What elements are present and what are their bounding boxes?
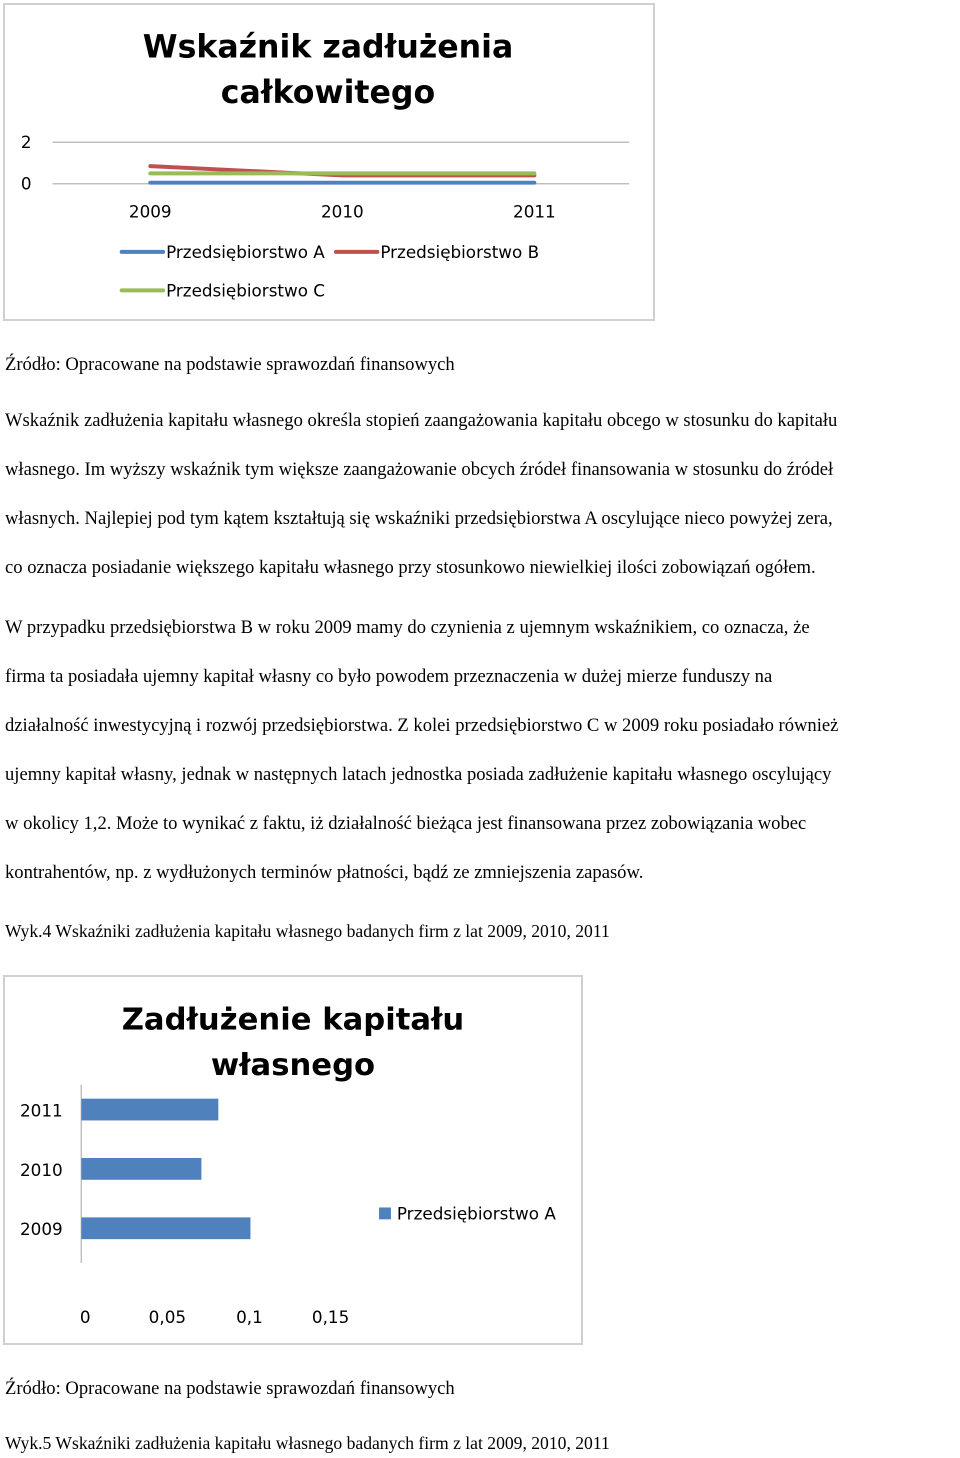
- y-tick-label: 2010: [19, 1159, 63, 1180]
- paragraph-line: kontrahentów, np. z wydłużonych terminów płatności, bądź ze zmniejszenia zapasów.: [5, 862, 644, 883]
- line-chart-svg: [5, 5, 653, 319]
- y-tick-label: 2009: [19, 1219, 63, 1240]
- y-tick-label: 2011: [19, 1100, 63, 1121]
- chart-bars: [81, 1099, 250, 1239]
- legend-swatch: [379, 1207, 391, 1219]
- x-tick-label: 0,05: [148, 1307, 187, 1328]
- bar-chart-svg: [5, 977, 581, 1343]
- chart-series-lines: [150, 166, 534, 183]
- line-chart-debt-ratio: [3, 3, 655, 321]
- chart-title-line-1: Zadłużenie kapitału: [121, 1002, 465, 1038]
- legend-label: Przedsiębiorstwo C: [166, 280, 326, 301]
- x-axis-tick-labels: [129, 201, 556, 221]
- x-tick-label: 0: [79, 1307, 91, 1328]
- paragraph-line: własnego. Im wyższy wskaźnik tym większe zaangażowanie obcych źródeł finansowania w stosunku do źródeł: [5, 459, 834, 480]
- bar-2009: [81, 1217, 250, 1239]
- x-tick-label: 2011: [513, 201, 556, 222]
- x-tick-label: 2009: [128, 201, 172, 222]
- chart-title-line-1: Wskaźnik zadłużenia: [142, 29, 514, 66]
- paragraph-line: W przypadku przedsiębiorstwa B w roku 2009 mamy do czynienia z ujemnym wskaźnikiem, co oznacza, że: [5, 617, 810, 638]
- paragraph-line: co oznacza posiadanie większego kapitału własnego przy stosunkowo niewielkiej ilości zobowiązań ogółem.: [5, 557, 816, 578]
- x-tick-label: 0,1: [236, 1307, 263, 1328]
- paragraph-line: Wskaźnik zadłużenia kapitału własnego określa stopień zaangażowania kapitału obcego w stosunku do kapitału: [5, 410, 838, 431]
- paragraph-line: firma ta posiadała ujemny kapitał własny co było powodem przeznaczenia w dużej mierze funduszy na: [5, 666, 773, 687]
- chart-title-line-2: całkowitego: [220, 74, 436, 111]
- chart-gridlines: [53, 142, 630, 183]
- x-axis-tick-labels: [80, 1307, 349, 1327]
- y-axis-tick-labels: [21, 132, 32, 193]
- y-tick-label: 0: [20, 173, 32, 194]
- source-note-1: Źródło: Opracowane na podstawie sprawozdań finansowych: [5, 354, 455, 375]
- chart-legend: [379, 1203, 556, 1223]
- source-note-2: Źródło: Opracowane na podstawie sprawozdań finansowych: [5, 1378, 455, 1399]
- figure-caption-5: Wyk.5 Wskaźniki zadłużenia kapitału własnego badanych firm z lat 2009, 2010, 2011: [5, 1433, 610, 1453]
- x-tick-label: 2010: [320, 201, 364, 222]
- legend-label: Przedsiębiorstwo A: [166, 241, 325, 262]
- y-axis-tick-labels: [20, 1100, 63, 1239]
- bar-chart-equity-debt: [3, 975, 583, 1345]
- legend-label: Przedsiębiorstwo A: [396, 1203, 556, 1224]
- paragraph-line: działalność inwestycyjną i rozwój przedsiębiorstwa. Z kolei przedsiębiorstwo C w 2009 roku posiadało również: [5, 715, 839, 736]
- chart-legend: [122, 242, 539, 301]
- figure-caption-4: Wyk.4 Wskaźniki zadłużenia kapitału własnego badanych firm z lat 2009, 2010, 2011: [5, 921, 610, 941]
- paragraph-line: ujemny kapitał własny, jednak w następnych latach jednostka posiada zadłużenie kapitału własnego oscylujący: [5, 764, 832, 785]
- paragraph-line: własnych. Najlepiej pod tym kątem kształtują się wskaźniki przedsiębiorstwa A oscylujące nieco powyżej zera,: [5, 508, 833, 529]
- y-tick-label: 2: [20, 132, 32, 153]
- x-tick-label: 0,15: [311, 1307, 350, 1328]
- chart-title-line-2: własnego: [210, 1047, 376, 1083]
- paragraph-line: w okolicy 1,2. Może to wynikać z faktu, iż działalność bieżąca jest finansowana przez zobowiązania wobec: [5, 813, 807, 834]
- legend-label: Przedsiębiorstwo B: [380, 241, 540, 262]
- bar-2011: [81, 1099, 218, 1121]
- bar-2010: [81, 1158, 201, 1180]
